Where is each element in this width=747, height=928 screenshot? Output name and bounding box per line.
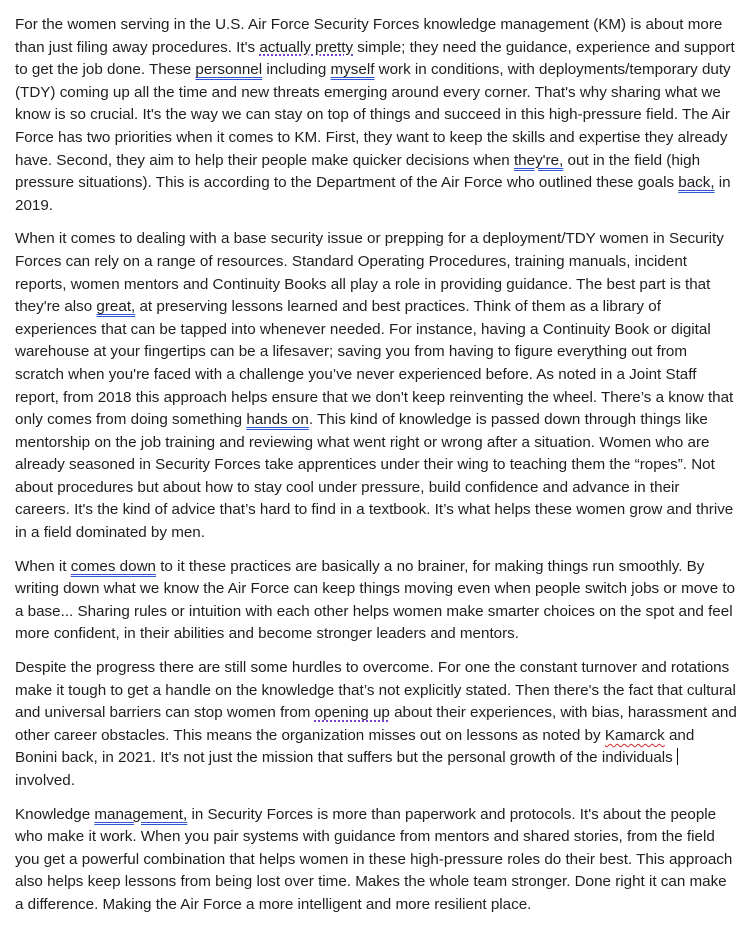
grammar-suggestion-comes-down[interactable]: comes down xyxy=(70,557,156,575)
text-segment: and Bonini back, in 2021. It's not just the mission that suffers but the personal growth of the individuals xyxy=(15,726,695,767)
paragraph-1[interactable] xyxy=(15,14,737,217)
paragraph-5[interactable] xyxy=(15,804,737,917)
text-segment: When it comes to dealing with a base security issue or prepping for a deployment/TDY women in Security Forces can rely on a range of resources. Standard Operating Procedures, training manuals, incident reports, women mentors and Continuity Books all play a role in providing guidance. The best part is that they're also xyxy=(15,230,724,316)
grammar-suggestion-personnel[interactable]: personnel xyxy=(195,61,263,79)
text-segment: to it these practices are basically a no brainer, for making things run smoothly. By writing down what we know the Air Force can keep things moving even when people switch jobs or move to a base... Sharing rules or intuition with each other helps women make smarter choices on the spot and feel more confident, in their abilities and become stronger leaders and mentors. xyxy=(15,557,736,643)
text-segment: out in the field (high pressure situations). This is according to the Department of the Air Force who outlined these goals xyxy=(15,151,701,192)
style-suggestion-actually-pretty[interactable]: actually pretty xyxy=(259,38,354,56)
text-segment: at preserving lessons learned and best practices. Think of them as a library of experiences that can be tapped into whenever needed. For instance, having a Continuity Book or digital warehouse at your fingertips can be a lifesaver; saving you from having to figure everything out from scratch when you're faced with a challenge you’ve never experienced before. As noted in a Joint Staff report, from 2018 this approach helps ensure that we don't keep reinventing the wheel. There’s a know that only comes from doing something xyxy=(15,298,734,429)
text-segment: including xyxy=(262,61,331,79)
grammar-suggestion-hands-on[interactable]: hands on xyxy=(246,411,309,429)
text-segment: . This kind of knowledge is passed down through things like mentorship on the job training and reviewing what went right or wrong after a situation. Women who are already seasoned in Security Forces take apprentices under their wing to teaching them the “ropes”. Not about procedures but about how to stay cool under pressure, build confidence and advance in their careers. It's the kind of advice that’s hard to find in a textbook. It’s what helps these women grow and thrive in a field dominated by men. xyxy=(15,411,734,542)
grammar-suggestion-management[interactable]: management, xyxy=(94,805,188,823)
text-cursor xyxy=(677,748,678,765)
text-segment: When it xyxy=(15,557,71,575)
grammar-suggestion-myself[interactable]: myself xyxy=(330,61,375,79)
text-segment: Knowledge xyxy=(15,805,95,823)
text-segment: in 2019. xyxy=(15,174,731,214)
paragraph-2[interactable] xyxy=(15,228,737,544)
grammar-suggestion-great[interactable]: great, xyxy=(96,298,136,316)
paragraph-4[interactable] xyxy=(15,657,737,793)
paragraph-3[interactable] xyxy=(15,556,737,646)
grammar-suggestion-theyre[interactable]: they're, xyxy=(513,151,564,169)
spelling-error-kamarck[interactable]: Kamarck xyxy=(604,726,665,744)
text-segment: Despite the progress there are still some hurdles to overcome. For one the constant turnover and rotations make it tough to get a handle on the knowledge that’s not explicitly stated. Then there's the fact that cultural and universal barriers can stop women from xyxy=(15,659,736,722)
style-suggestion-opening-up[interactable]: opening up xyxy=(314,704,390,722)
text-segment: simple; they need the guidance, experience and support to get the job done. These xyxy=(15,38,735,79)
text-segment: in Security Forces is more than paperwork and protocols. It's about the people who make it work. When you pair systems with guidance from mentors and shared stories, from the field you get a powerful combination that helps women in these high-pressure roles do their best. This approach also helps keep lessons from being lost over time. Makes the whole team stronger. Done right it can make a difference. Making the Air Force a more intelligent and more resilient place. xyxy=(15,805,733,913)
text-segment: about their experiences, with bias, harassment and other career obstacles. This means the organization misses out on lessons as noted by xyxy=(15,704,737,744)
text-segment: For the women serving in the U.S. Air Force Security Forces knowledge management (KM) is about more than just filing away procedures. It's xyxy=(15,16,723,56)
text-segment: involved. xyxy=(15,772,75,789)
document-body[interactable] xyxy=(15,14,737,928)
grammar-suggestion-back[interactable]: back, xyxy=(678,174,715,192)
text-segment: work in conditions, with deployments/temporary duty (TDY) coming up all the time and new threats emerging around every corner. That's why sharing what we know is so crucial. It's the way we can stay on top of things and succeed in this high-pressure field. The Air Force has two priorities when it comes to KM. First, they want to keep the skills and expertise they already have. Second, they aim to help their people make quicker decisions when xyxy=(15,61,731,169)
